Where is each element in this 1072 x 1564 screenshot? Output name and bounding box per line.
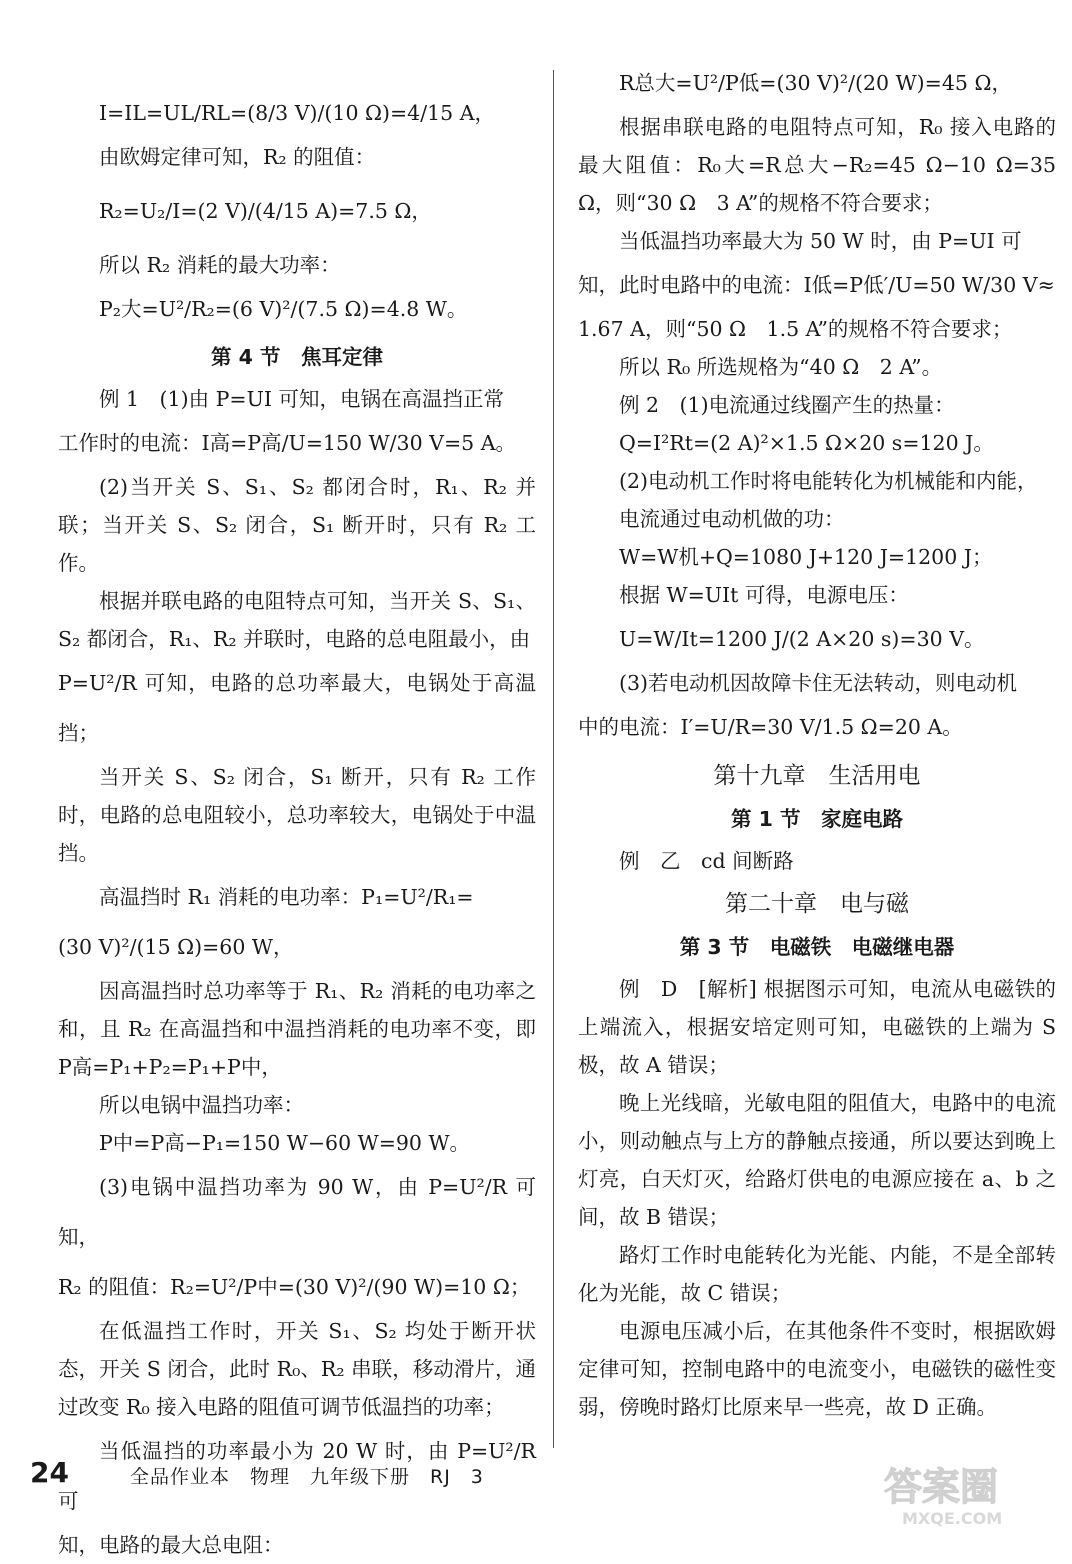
paragraph: (2)电动机工作时将电能转化为机械能和内能，: [619, 469, 1038, 493]
paragraph: (3)电锅中温挡功率为 90 W，由 P=U²/R 可知，: [58, 1175, 536, 1249]
paragraph: 高温挡时 R₁ 消耗的电功率：P₁=U²/R₁=: [99, 885, 474, 909]
equation: P₂大=U²/R₂=(6 V)²/(7.5 Ω)=4.8 W。: [99, 297, 468, 321]
section-heading: 第 4 节 焦耳定律: [210, 345, 384, 369]
chapter-heading: 第二十章 电与磁: [725, 891, 909, 917]
left-column: [58, 58, 536, 1564]
equation: R₂=U₂/I=(2 V)/(4/15 A)=7.5 Ω，: [99, 199, 432, 223]
paragraph: 电源电压减小后，在其他条件不变时，根据欧姆定律可知，控制电路中的电流变小，电磁铁的磁性变弱，傍晚时路灯比原来早一些亮，故 D 正确。: [578, 1319, 1056, 1419]
svg-text:MXQE.COM: MXQE.COM: [902, 1509, 1003, 1528]
equation: W=W机+Q=1080 J+120 J=1200 J；: [619, 545, 993, 569]
paragraph: 例 2 (1)电流通过线圈产生的热量：: [619, 393, 955, 417]
svg-text:答案圈: 答案圈: [884, 1465, 999, 1509]
column-divider: [553, 70, 554, 1448]
equation: U=W/It=1200 J/(2 A×20 s)=30 V。: [619, 627, 985, 651]
chapter-heading: 第十九章 生活用电: [713, 763, 921, 789]
paragraph: 1.67 A，则“50 Ω 1.5 A”的规格不符合要求；: [578, 317, 1013, 341]
right-column: [578, 58, 1056, 1426]
paragraph: (2)当开关 S、S₁、S₂ 都闭合时，R₁、R₂ 并联；当开关 S、S₂ 闭合，S₁ 断开时，只有 R₂ 工作。: [58, 475, 536, 575]
paragraph: 所以 R₂ 消耗的最大功率：: [99, 253, 341, 277]
paragraph: 例 D [解析] 根据图示可知，电流从电磁铁的上端流入，根据安培定则可知，电磁铁的上端为 S 极，故 A 错误；: [578, 977, 1056, 1077]
equation: R总大=U²/P低=(30 V)²/(20 W)=45 Ω，: [619, 71, 1012, 95]
paragraph: 知，此时电路中的电流：I低=P低′/U=50 W/30 V≈: [578, 273, 1055, 297]
watermark-logo: [880, 1458, 1050, 1528]
paragraph: 电流通过电动机做的功：: [619, 507, 845, 531]
paragraph: 当开关 S、S₂ 闭合，S₁ 断开，只有 R₂ 工作时，电路的总电阻较小，总功率较大，电锅处于中温挡。: [58, 765, 536, 865]
paragraph: 因高温挡时总功率等于 R₁、R₂ 消耗的电功率之和，且 R₂ 在高温挡和中温挡消耗的电功率不变，即 P高=P₁+P₂=P₁+P中，: [58, 979, 536, 1079]
equation: 工作时的电流：I高=P高/U=150 W/30 V=5 A。: [58, 431, 516, 455]
paragraph: 根据并联电路的电阻特点可知，当开关 S、S₁、S₂ 都闭合，R₁、R₂ 并联时，电路的总电阻最小，由: [58, 589, 536, 651]
paragraph: 由欧姆定律可知，R₂ 的阻值：: [99, 145, 376, 169]
equation: Q=I²Rt=(2 A)²×1.5 Ω×20 s=120 J。: [619, 431, 994, 455]
paragraph: 当低温挡功率最大为 50 W 时，由 P=UI 可: [619, 229, 1022, 253]
page-number: 24: [30, 1456, 69, 1489]
equation: R₂ 的阻值：R₂=U²/P中=(30 V)²/(90 W)=10 Ω；: [58, 1275, 531, 1299]
equation: P中=P高−P₁=150 W−60 W=90 W。: [99, 1131, 471, 1155]
equation: I=IL=UL/RL=(8/3 V)/(10 Ω)=4/15 A，: [99, 101, 496, 125]
book-title: 全品作业本 物理 九年级下册 RJ 3: [130, 1466, 484, 1488]
paragraph: 在低温挡工作时，开关 S₁、S₂ 均处于断开状态，开关 S 闭合，此时 R₀、R₂ 串联，移动滑片，通过改变 R₀ 接入电路的阻值可调节低温挡的功率；: [58, 1319, 536, 1419]
paragraph: 晚上光线暗，光敏电阻的阻值大，电路中的电流小，则动触点与上方的静触点接通，所以要达到晚上灯亮，白天灯灭，给路灯供电的电源应接在 a、b 之间，故 B 错误；: [578, 1091, 1056, 1229]
paragraph: 所以电锅中温挡功率：: [99, 1093, 304, 1117]
paragraph: 根据串联电路的电阻特点可知，R₀ 接入电路的最大阻值：R₀大=R总大−R₂=45 Ω−10 Ω=35 Ω，则“30 Ω 3 A”的规格不符合要求；: [578, 115, 1056, 215]
section-heading: 第 1 节 家庭电路: [730, 807, 904, 831]
equation: (30 V)²/(15 Ω)=60 W，: [58, 935, 294, 959]
paragraph: 知，电路的最大总电阻：: [58, 1533, 284, 1557]
paragraph: P=U²/R 可知，电路的总功率最大，电锅处于高温挡；: [58, 671, 536, 745]
paragraph: 所以 R₀ 所选规格为“40 Ω 2 A”。: [619, 355, 943, 379]
equation: 中的电流：I′=U/R=30 V/1.5 Ω=20 A。: [578, 715, 963, 739]
paragraph: 例 1 (1)由 P=UI 可知，电锅在高温挡正常: [99, 387, 504, 411]
paragraph: 当低温挡的功率最小为 20 W 时，由 P=U²/R 可: [58, 1439, 536, 1513]
paragraph: 路灯工作时电能转化为光能、内能，不是全部转化为光能，故 C 错误；: [578, 1243, 1056, 1305]
section-heading: 第 3 节 电磁铁 电磁继电器: [679, 935, 955, 959]
paragraph: 例 乙 cd 间断路: [619, 849, 794, 873]
paragraph: 根据 W=UIt 可得，电源电压：: [619, 583, 909, 607]
paragraph: (3)若电动机因故障卡住无法转动，则电动机: [619, 671, 1018, 695]
